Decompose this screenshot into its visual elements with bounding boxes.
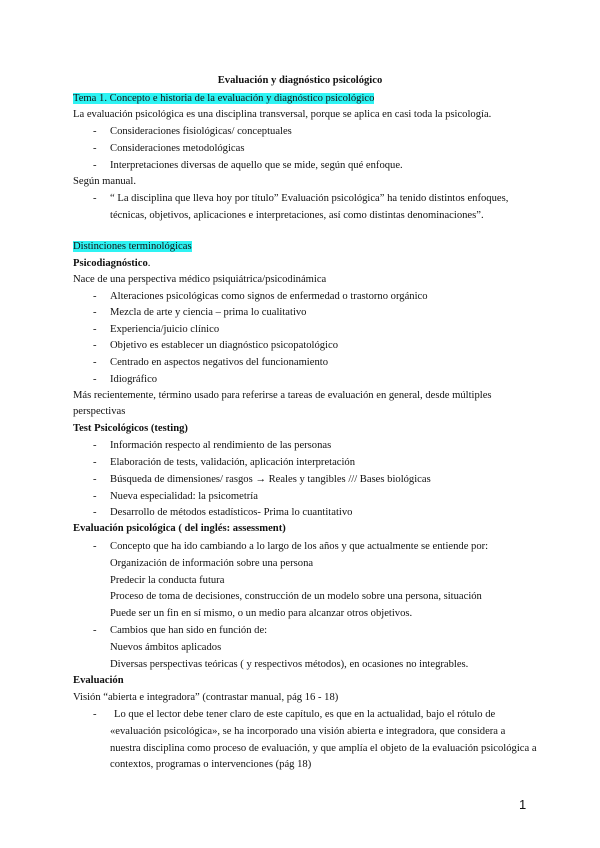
quote-line: nuestra disciplina como proceso de evaluación, y que amplía el objeto de la evaluación psicológica a <box>110 743 537 754</box>
sub-item: Proceso de toma de decisiones, construcción de un modelo sobre una persona, situación <box>110 591 482 602</box>
sub-item: Nuevos ámbitos aplicados <box>110 642 222 653</box>
sub-item: Puede ser un fin en sí mismo, o un medio para alcanzar otros objetivos. <box>110 608 413 619</box>
tema1-heading: Tema 1. Concepto e historia de la evaluación y diagnóstico psicológico <box>73 93 375 104</box>
bullet-dash: - <box>93 625 97 636</box>
bullet-dash: - <box>93 474 97 485</box>
psicodiagnostico-intro: Nace de una perspectiva médico psiquiátrica/psicodinámica <box>73 274 327 285</box>
bullet-dash: - <box>93 307 97 318</box>
list-item: Centrado en aspectos negativos del funcionamiento <box>110 357 328 368</box>
psicodiagnostico-heading: Psicodiagnóstico <box>73 258 148 269</box>
list-item: Concepto que ha ido cambiando a lo largo de los años y que actualmente se entiende por: <box>110 541 489 552</box>
bullet-dash: - <box>93 709 97 720</box>
bullet-dash: - <box>93 357 97 368</box>
test-heading: Test Psicológicos (testing) <box>73 423 188 434</box>
list-item: Objetivo es establecer un diagnóstico psicopatológico <box>110 340 338 351</box>
bullet-dash: - <box>93 541 97 552</box>
quote-line: «evaluación psicológica», se ha incorporado una visión abierta e integradora, que considera a <box>110 726 506 737</box>
quote-line: “ La disciplina que lleva hoy por título” Evaluación psicológica” ha tenido distintos enfoques, <box>110 193 509 204</box>
distinciones-heading: Distinciones terminológicas <box>73 241 192 252</box>
list-item: Idiográfico <box>110 374 158 385</box>
bullet-dash: - <box>93 491 97 502</box>
tema1-intro: La evaluación psicológica es una disciplina transversal, porque se aplica en casi toda la psicología. <box>73 109 492 120</box>
evaluacion-psicologica-heading: Evaluación psicológica ( del inglés: assessment) <box>73 523 286 534</box>
list-item: Experiencia/juicio clínico <box>110 324 220 335</box>
bullet-dash: - <box>93 440 97 451</box>
bullet-dash: - <box>93 507 97 518</box>
quote-line: Lo que el lector debe tener claro de este capítulo, es que en la actualidad, bajo el rótulo de <box>114 709 496 720</box>
list-item: Mezcla de arte y ciencia – prima lo cualitativo <box>110 307 307 318</box>
bullet-dash: - <box>93 126 97 137</box>
psicodiagnostico-after: Más recientemente, término usado para referirse a tareas de evaluación en general, desde múltiples <box>73 390 492 401</box>
segun-manual: Según manual. <box>73 176 136 187</box>
document-title: Evaluación y diagnóstico psicológico <box>217 75 383 86</box>
bullet-dash: - <box>93 193 97 204</box>
list-item: Información respecto al rendimiento de las personas <box>110 440 332 451</box>
bullet-dash: - <box>93 340 97 351</box>
list-item: Consideraciones metodológicas <box>110 143 245 154</box>
quote-line: contextos, programas o intervenciones (pág 18) <box>110 759 312 770</box>
bullet-dash: - <box>93 291 97 302</box>
list-item: Interpretaciones diversas de aquello que se mide, según qué enfoque. <box>110 160 403 171</box>
psicodiagnostico-after: perspectivas <box>73 406 126 417</box>
vision-line: Visión “abierta e integradora” (contrastar manual, pág 16 - 18) <box>73 692 339 703</box>
bullet-dash: - <box>93 457 97 468</box>
sub-item: Diversas perspectivas teóricas ( y respectivos métodos), en ocasiones no integrables. <box>110 659 469 670</box>
quote-line: técnicas, objetivos, aplicaciones e interpretaciones, así como distintas denominaciones”. <box>110 210 484 221</box>
document-page: Evaluación y diagnóstico psicológico Tema 1. Concepto e historia de la evaluación y diagnóstico psicológico La evaluación psicológica es una disciplina transversal, porque se aplica en casi toda la psicología. - Consideraciones fisiológicas/ conceptuales - Consideraciones metodológicas - Interpretaciones diversas de aquello que se mide, según qué enfoque. Según manual. - “ La disciplina que lleva hoy por título” Evaluación psicológica” ha tenido distintos enfoques, técnicas, objetivos, aplicaciones e interpretaciones, así como distintas denominaciones”. Distinciones terminológicas Psicodiagnóstico. Nace de una perspectiva médico psiquiátrica/psicodinámica - Alteraciones psicológicas como signos de enfermedad o trastorno orgánico - Mezcla de arte y ciencia – prima lo cualitativo - Experiencia/juicio clínico - Objetivo es establecer un diagnóstico psicopatológico - Centrado en aspectos negativos del funcionamiento - Idiográfico Más recientemente, término usado para referirse a tareas de evaluación en general, desde múltiples perspectivas Test Psicológicos (testing) - Información respecto al rendimiento de las personas - Elaboración de tests, validación, aplicación interpretación - Búsqueda de dimensiones/ rasgos → Reales y tangibles /// Bases biológicas - Nueva especialidad: la psicometría - Desarrollo de métodos estadísticos- Prima lo cuantitativo Evaluación psicológica ( del inglés: assessment) - Concepto que ha ido cambiando a lo largo de los años y que actualmente se entiende por: Organización de información sobre una persona Predecir la conducta futura Proceso de toma de decisiones, construcción de un modelo sobre una persona, situación Puede ser un fin en sí mismo, o un medio para alcanzar otros objetivos. - Cambios que han sido en función de: Nuevos ámbitos aplicados Diversas perspectivas teóricas ( y respectivos métodos), en ocasiones no integrables. Evaluación Visión “abierta e integradora” (contrastar manual, pág 16 - 18) - Lo que el lector debe tener claro de este capítulo, es que en la actualidad, bajo el rótulo de «evaluación psicológica», se ha incorporado una visión abierta e integradora, que considera a nuestra disciplina como proceso de evaluación, y que amplía el objeto de la evaluación psicológica a contextos, programas o intervenciones (pág 18) 1 <box>0 0 600 848</box>
bullet-dash: - <box>93 143 97 154</box>
list-item: Nueva especialidad: la psicometría <box>110 491 258 502</box>
list-item: Cambios que han sido en función de: <box>110 625 268 636</box>
bullet-dash: - <box>93 324 97 335</box>
page-number: 1 <box>519 797 527 812</box>
list-item: Búsqueda de dimensiones/ rasgos → Reales y tangibles /// Bases biológicas <box>110 474 431 485</box>
bullet-dash: - <box>93 374 97 385</box>
list-item: Consideraciones fisiológicas/ conceptuales <box>110 126 292 137</box>
list-item: Elaboración de tests, validación, aplicación interpretación <box>110 457 356 468</box>
sub-item: Predecir la conducta futura <box>110 575 225 586</box>
bullet-dash: - <box>93 160 97 171</box>
evaluacion-heading: Evaluación <box>73 675 124 686</box>
list-item: Desarrollo de métodos estadísticos- Prima lo cuantitativo <box>110 507 353 518</box>
sub-item: Organización de información sobre una persona <box>110 558 314 569</box>
list-item: Alteraciones psicológicas como signos de enfermedad o trastorno orgánico <box>110 291 428 302</box>
